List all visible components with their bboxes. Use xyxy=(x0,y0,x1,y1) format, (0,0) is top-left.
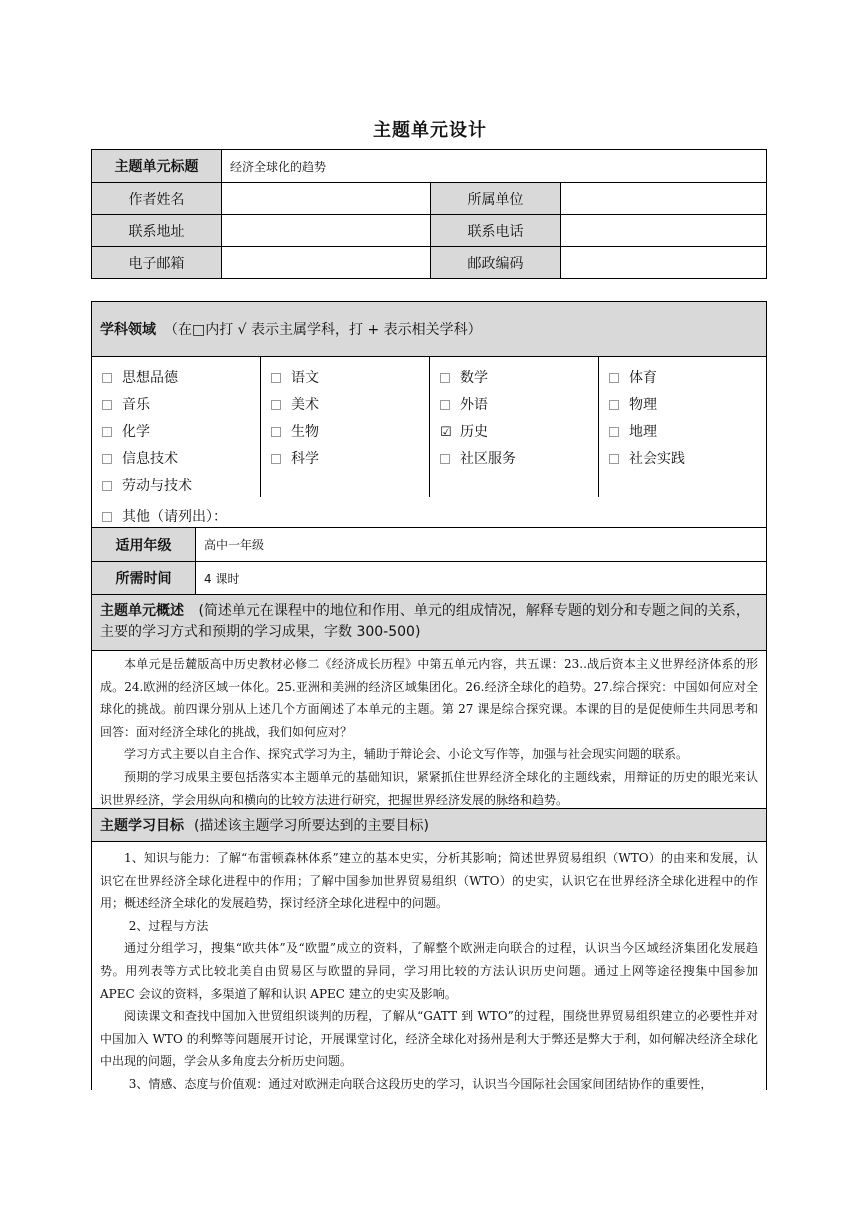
goals-label: 主题学习目标 xyxy=(100,818,184,834)
address-field[interactable] xyxy=(221,215,430,246)
postcode-field[interactable] xyxy=(560,247,766,278)
checkbox-icon[interactable] xyxy=(102,512,112,522)
subject-item[interactable]: 思想品德 xyxy=(102,367,178,387)
subject-item[interactable]: 科学 xyxy=(271,448,319,468)
goals-paragraph: 阅读课文和查找中国加入世贸组织谈判的历程，了解从“GATT 到 WTO”的过程，围绕世界贸易组织建立的必要性并对中国加入 WTO 的利弊等问题展开讨论，开展课堂讨化，经济全球化对扬州是利大于弊还是弊大于利，如何解决经济全球化中出现的问题，学会从多角度去分析历史问题。 xyxy=(100,1009,758,1069)
checkbox-icon[interactable] xyxy=(440,373,450,383)
address-row xyxy=(92,215,766,247)
checkbox-icon[interactable] xyxy=(271,400,281,410)
subject-header xyxy=(92,302,766,357)
subject-item[interactable]: 体育 xyxy=(609,367,657,387)
info-table xyxy=(91,149,767,279)
checkbox-icon[interactable] xyxy=(102,481,112,491)
checkbox-icon[interactable] xyxy=(609,400,619,410)
overview-note: (简述单元在课程中的地位和作用、单元的组成情况，解释专题的划分和专题之间的关系，主要的学习方式和预期的学习成果，字数 300-500) xyxy=(100,603,750,640)
overview-paragraph: 本单元是岳麓版高中历史教材必修二《经济成长历程》中第五单元内容，共五课：23..战后资本主义世界经济体系的形成。24.欧洲的经济区域一体化。25.亚洲和美洲的经济区域集团化。26.经济全球化的趋势。27.综合探究：中国如何应对全球化的挑战。前四课分别从上述几个方面阐述了本单元的主题。第 27 课是综合探究课。本课的目的是促使师生共同思考和回答：面对经济全球化的挑战，我们如何应对？ xyxy=(100,657,758,739)
overview-body xyxy=(92,651,766,809)
subject-item[interactable]: 信息技术 xyxy=(102,448,178,468)
subject-label: 学科领域 xyxy=(100,322,156,338)
topic-row xyxy=(92,150,766,183)
subject-item[interactable]: 劳动与技术 xyxy=(102,475,192,495)
checkbox-icon[interactable] xyxy=(102,373,112,383)
grade-row xyxy=(92,528,766,562)
topic-value: 经济全球化的趋势 xyxy=(221,150,766,182)
checkbox-icon[interactable] xyxy=(271,373,281,383)
email-field[interactable] xyxy=(221,247,430,278)
subject-item[interactable]: 语文 xyxy=(271,367,319,387)
overview-paragraph: 预期的学习成果主要包括落实本主题单元的基础知识，紧紧抓住世界经济全球化的主题线索，用辩证的历史的眼光来认识世界经济，学会用纵向和横向的比较方法进行研究，把握世界经济发展的脉络和趋势。 xyxy=(100,769,758,807)
unit-label: 所属单位 xyxy=(430,183,560,214)
goals-paragraph: 1、知识与能力：了解“布雷顿森林体系”建立的基本史实，分析其影响；简述世界贸易组织（WTO）的由来和发展，认识它在世界经济全球化进程中的作用；了解中国参加世界贸易组织（WTO）的史实，认识它在世界经济全球化进程中的作用；概述经济全球化的发展趋势，探讨经济全球化进程中的问题。 xyxy=(100,851,758,911)
topic-label: 主题单元标题 xyxy=(92,150,221,182)
checkbox-icon[interactable] xyxy=(609,373,619,383)
postcode-label: 邮政编码 xyxy=(430,247,560,278)
subject-item[interactable]: 外语 xyxy=(440,394,488,414)
subject-item[interactable]: 物理 xyxy=(609,394,657,414)
checkbox-icon[interactable] xyxy=(102,427,112,437)
checkbox-icon[interactable] xyxy=(609,427,619,437)
grade-label: 适用年级 xyxy=(92,528,195,561)
goals-paragraph: 通过分组学习，搜集“欧共体”及“欧盟”成立的资料，了解整个欧洲走向联合的过程，认识当今区域经济集团化发展趋势。用列表等方式比较北美自由贸易区与欧盟的异同，学习用比较的方法认识历史问题。通过上网等途径搜集中国参加 APEC 会议的资料，多渠道了解和认识 APEC 建立的史实及影响。 xyxy=(100,941,758,1001)
checkbox-icon[interactable] xyxy=(271,427,281,437)
subject-item[interactable]: 音乐 xyxy=(102,394,150,414)
goals-paragraph: 3、情感、态度与价值观：通过对欧洲走向联合这段历史的学习，认识当今国际社会国家间团结协作的重要性， xyxy=(128,1076,713,1091)
subject-item[interactable]: 化学 xyxy=(102,421,150,441)
subject-item[interactable]: 地理 xyxy=(609,421,657,441)
subject-item[interactable]: 美术 xyxy=(271,394,319,414)
email-row xyxy=(92,247,766,278)
time-row xyxy=(92,562,766,595)
overview-label: 主题单元概述 xyxy=(100,603,184,619)
subject-note: （在□内打 √ 表示主属学科，打 + 表示相关学科） xyxy=(164,322,482,338)
author-field[interactable] xyxy=(221,183,430,214)
goals-paragraph: 2、过程与方法 xyxy=(128,918,209,933)
checkbox-icon[interactable] xyxy=(102,454,112,464)
subject-item[interactable]: 数学 xyxy=(440,367,488,387)
page-title: 主题单元设计 xyxy=(373,120,487,141)
goals-body xyxy=(92,842,766,1091)
unit-field[interactable] xyxy=(560,183,766,214)
subject-item[interactable]: 社会实践 xyxy=(609,448,685,468)
grade-value: 高中一年级 xyxy=(195,528,766,561)
subject-divider xyxy=(598,357,599,497)
address-label: 联系地址 xyxy=(92,215,221,246)
author-label: 作者姓名 xyxy=(92,183,221,214)
checkbox-icon[interactable] xyxy=(440,454,450,464)
time-value: 4 课时 xyxy=(195,562,766,594)
checkbox-icon[interactable] xyxy=(102,400,112,410)
subject-item[interactable]: ☑ 历史 xyxy=(440,424,488,440)
time-label: 所需时间 xyxy=(92,562,195,594)
checkbox-icon[interactable] xyxy=(440,400,450,410)
checkbox-icon[interactable] xyxy=(271,454,281,464)
subject-divider xyxy=(260,357,261,497)
overview-paragraph: 学习方式主要以自主合作、探究式学习为主，辅助于辩论会、小论文写作等，加强与社会现实问题的联系。 xyxy=(124,747,689,762)
phone-label: 联系电话 xyxy=(430,215,560,246)
subject-grid xyxy=(92,357,766,528)
subject-item[interactable]: 生物 xyxy=(271,421,319,441)
overview-header xyxy=(92,595,766,651)
email-label: 电子邮箱 xyxy=(92,247,221,278)
subject-item[interactable]: 社区服务 xyxy=(440,448,516,468)
subject-other[interactable]: 其他（请列出）： xyxy=(102,506,227,526)
checkbox-icon[interactable] xyxy=(609,454,619,464)
subject-divider xyxy=(429,357,430,497)
goals-header xyxy=(92,809,766,842)
design-table xyxy=(91,301,767,1090)
goals-note: (描述该主题学习所要达到的主要目标) xyxy=(194,818,429,834)
author-row xyxy=(92,183,766,215)
phone-field[interactable] xyxy=(560,215,766,246)
checked-checkbox-icon[interactable]: ☑ xyxy=(440,425,452,440)
